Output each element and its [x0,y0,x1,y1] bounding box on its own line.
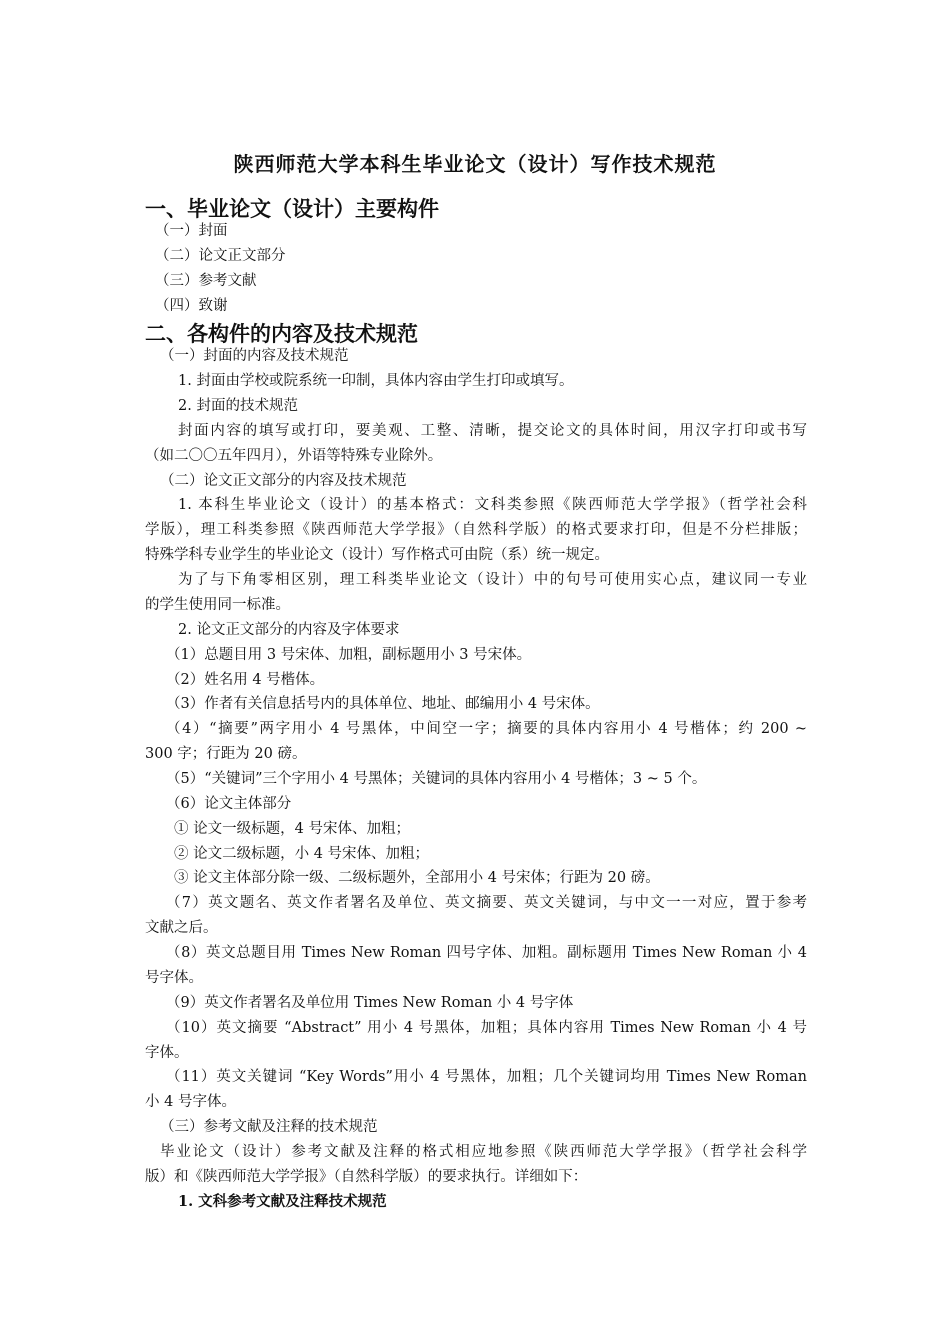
paragraph-line: ③ 论文主体部分除一级、二级标题外，全部用小 4 号宋体；行距为 20 磅。 [174,870,660,886]
component-item: （一）封面 [155,223,228,239]
paragraph-line: 毕业论文（设计）参考文献及注释的格式相应地参照《陕西师范大学学报》（哲学社会科学 [160,1144,807,1160]
paragraph-line: （8）英文总题目用 Times New Roman 四号字体、加粗。副标题用 Times New Roman 小 4 [166,945,807,961]
paragraph-line: ② 论文二级标题，小 4 号宋体、加粗； [174,846,430,862]
paragraph-line: 小 4 号字体。 [145,1094,236,1110]
paragraph-line: （11）英文关键词 “Key Words”用小 4 号黑体，加粗；几个关键词均用 Times New Roman [166,1069,807,1085]
paragraph-line: （3）作者有关信息括号内的具体单位、地址、邮编用小 4 号宋体。 [166,696,600,712]
subsection-heading: （二）论文正文部分的内容及技术规范 [160,473,407,489]
subsection-heading: （三）参考文献及注释的技术规范 [160,1119,378,1135]
document-title: 陕西师范大学本科生毕业论文（设计）写作技术规范 [233,152,717,176]
paragraph-line: 1. 封面由学校或院系统一印制，具体内容由学生打印或填写。 [178,373,574,389]
paragraph-line: 为了与下角零相区别，理工科类毕业论文（设计）中的句号可使用实心点，建议同一专业 [178,572,807,588]
paragraph-line: 学版），理工科类参照《陕西师范大学学报》（自然科学版）的格式要求打印，但是不分栏排版； [145,522,807,538]
paragraph-line: 的学生使用同一标准。 [145,597,290,613]
subheading-bold: 1. 文科参考文献及注释技术规范 [178,1193,387,1210]
paragraph-line: 特殊学科专业学生的毕业论文（设计）写作格式可由院（系）统一规定。 [145,547,609,563]
paragraph-line: （7）英文题名、英文作者署名及单位、英文摘要、英文关键词，与中文一一对应，置于参考 [166,895,807,911]
paragraph-line: （如二〇〇五年四月），外语等特殊专业除外。 [145,448,443,464]
paragraph-line: 文献之后。 [145,920,218,936]
paragraph-line: （2）姓名用 4 号楷体。 [166,672,325,688]
paragraph-line: （10）英文摘要 “Abstract” 用小 4 号黑体，加粗；具体内容用 Times New Roman 小 4 号 [166,1020,807,1036]
paragraph-line: 封面内容的填写或打印，要美观、工整、清晰，提交论文的具体时间，用汉字打印或书写 [178,423,807,439]
paragraph-line: 号字体。 [145,970,203,986]
paragraph-line: （1）总题目用 3 号宋体、加粗，副标题用小 3 号宋体。 [166,647,532,663]
paragraph-line: （6）论文主体部分 [166,796,292,812]
component-item: （三）参考文献 [155,273,257,289]
section-heading-1: 一、毕业论文（设计）主要构件 [145,197,439,221]
component-item: （二）论文正文部分 [155,248,286,264]
paragraph-line: （4）“摘要”两字用小 4 号黑体，中间空一字；摘要的具体内容用小 4 号楷体；约 200 ~ [166,721,807,737]
component-item: （四）致谢 [155,298,228,314]
paragraph-line: 300 字；行距为 20 磅。 [145,746,307,762]
paragraph-line: 字体。 [145,1045,189,1061]
section-heading-2: 二、各构件的内容及技术规范 [145,322,418,346]
paragraph-line: 2. 封面的技术规范 [178,398,298,414]
paragraph-line: 2. 论文正文部分的内容及字体要求 [178,622,400,638]
subsection-heading: （一）封面的内容及技术规范 [160,348,349,364]
paragraph-line: （5）“关键词”三个字用小 4 号黑体；关键词的具体内容用小 4 号楷体；3 ~ 5 个。 [166,771,707,787]
paragraph-line: 版）和《陕西师范大学学报》（自然科学版）的要求执行。详细如下： [145,1169,588,1185]
paragraph-line: 1. 本科生毕业论文（设计）的基本格式：文科类参照《陕西师范大学学报》（哲学社会科 [178,497,807,513]
paragraph-line: （9）英文作者署名及单位用 Times New Roman 小 4 号字体 [166,995,574,1011]
paragraph-line: ① 论文一级标题，4 号宋体、加粗； [174,821,410,837]
